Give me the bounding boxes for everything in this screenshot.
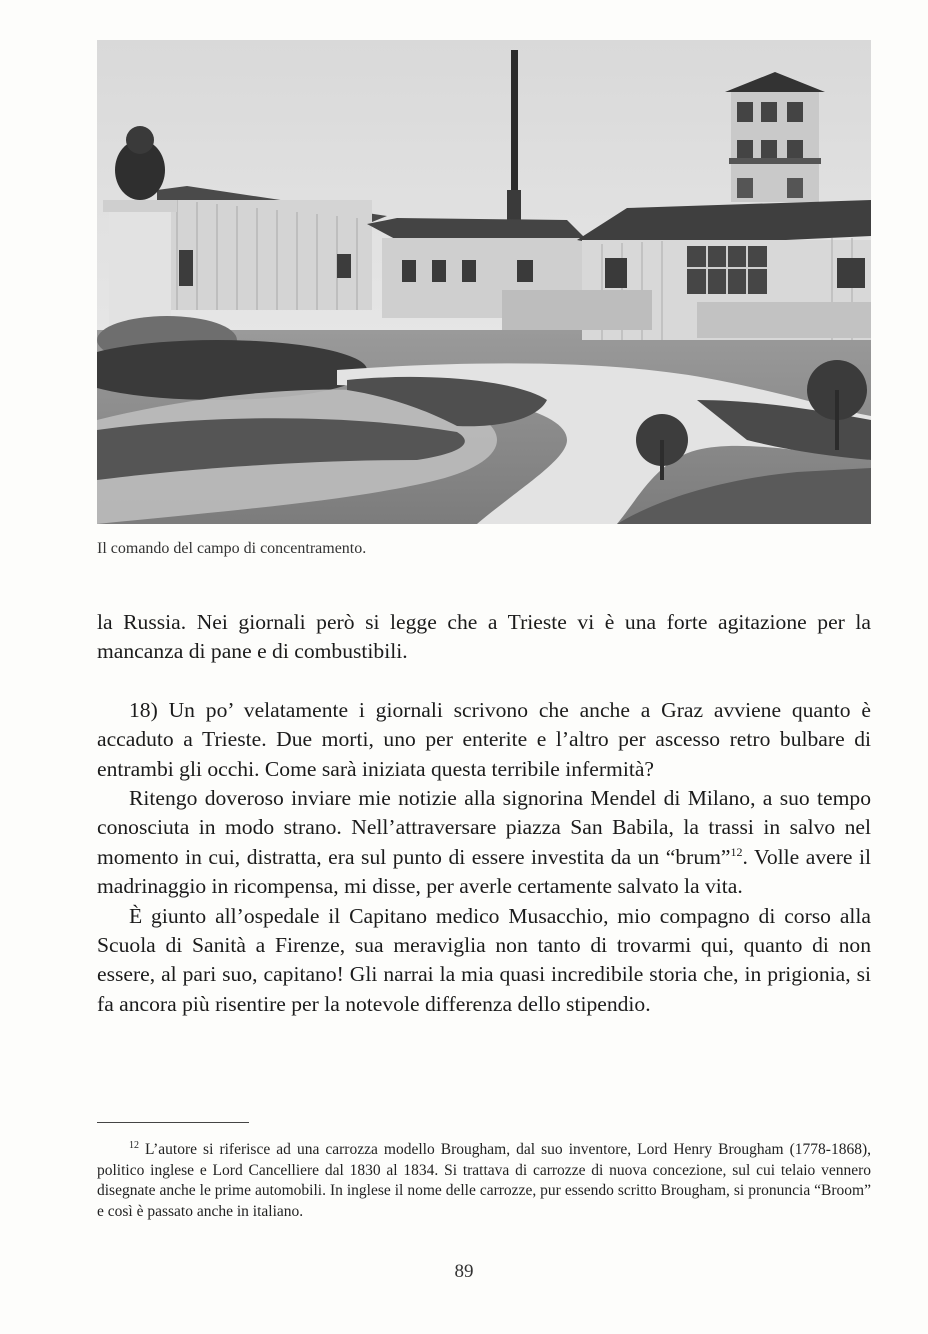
paragraph-text: Ritengo doveroso inviare mie notizie alla signorina Mendel di Milano, a suo tempo conosciuta in modo strano. Nell’attraversare piazza San Babila, la trassi in salvo nel momento in cui, distratta, era sul punto di essere investita da un “brum”: [97, 786, 871, 869]
paragraph-text: . Volle avere il madrinaggio in ricompensa, mi disse, per averle certamente salvato la vita.: [97, 844, 871, 899]
page-number: 89: [454, 1261, 474, 1282]
paragraph: È giunto all’ospedale il Capitano medico Musacchio, mio compagno di corso alla Scuola di Sanità a Firenze, sua meraviglia non tanto di trovarmi qui, quanto di non essere, al pari suo, capitano! Gli narrai la mia quasi incredibile storia che, in prigionia, si fa ancora più risentire per la notevole differenza dello stipendio.: [97, 903, 871, 1016]
footnote-divider: [97, 1122, 249, 1123]
figure-caption: Il comando del campo di concentramento.: [97, 540, 367, 557]
body-text: [97, 608, 871, 1019]
footnote-number: 12: [129, 1139, 139, 1151]
camp-headquarters-photo: [97, 40, 871, 524]
footnote-reference[interactable]: 12: [730, 844, 743, 859]
footnote: [97, 1140, 871, 1222]
paragraph: 18) Un po’ velatamente i giornali scrivono che anche a Graz avviene quanto è accaduto a Trieste. Due morti, uno per enterite e l’altro per ascesso retro bulbare di entrambi gli occhi. Come sarà iniziata questa terribile infermità?: [97, 697, 871, 781]
paragraph: [97, 784, 871, 902]
paragraph: la Russia. Nei giornali però si legge che a Trieste vi è una forte agitazione per la mancanza di pane e di combustibili.: [97, 610, 871, 664]
footnote-text: L’autore si riferisce ad una carrozza modello Brougham, dal suo inventore, Lord Henry Brougham (1778-1868), politico inglese e Lord Cancelliere dal 1830 al 1834. Si trattava di carrozze di nuova concezione, sul cui telaio vennero disegnate anche le prime automobili. In inglese il nome delle carrozze, pur essendo scritto Brougham, si pronuncia “Broom” e così è passato anche in italiano.: [97, 1141, 871, 1220]
